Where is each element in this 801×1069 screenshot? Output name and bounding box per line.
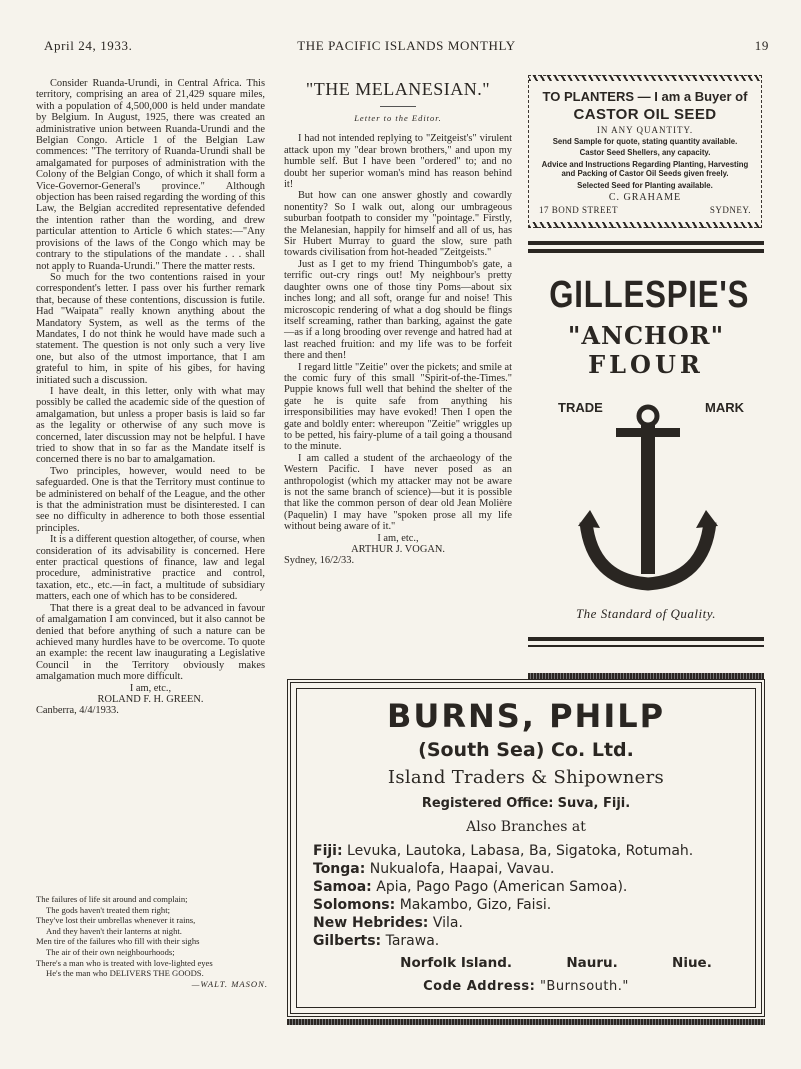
verse-line: They've lost their umbrellas whenever it rains, — [36, 915, 196, 926]
paragraph: So much for the two contentions raised in your correspondent's letter. I pass over his further remark that, because of these contentions, discussion is futile. Had "Waipata" really known anything about the Mandatory System, as well as the terms of the Mandates, I do not think he would have made such a statement. The question is not only such a very live one, but also of the utmost importance, that I am grateful to him, in spite of his gibes, for having initiated such a discussion. — [36, 271, 265, 386]
branch-places: Nukualofa, Haapai, Vavau. — [369, 861, 555, 877]
branch-solomons — [313, 897, 739, 913]
divider — [528, 241, 764, 245]
branch-new-hebrides — [313, 915, 739, 931]
branch-label: Samoa: — [313, 879, 372, 895]
article-melanesian — [284, 78, 512, 567]
paragraph: Consider Ruanda-Urundi, in Central Africa. This territory, comprising an area of 21,429 square miles, with a population of 4,500,000 is held under mandate by Belgium. In August, 1925, there was created an administrative union between Ruanda-Urundi and the Belgian Congo. Article 1 of the Belgian Law commences: "The territory of Ruanda-Urundi shall be amalgamated for purposes of administration with the Colony of the Belgian Congo, of which it shall form a Vice-Governor-General's province." Although objection has been raised regarding the wording of this Law, the Belgian accredited representative defended the intention rather than the wording, and drew particular attention to Article 6 which states:—"Any provisions of the laws of the Congo which may be contrary to the stipulations of the mandate . . . shall not apply to Ruanda-Urundi." There the matter rests. — [36, 78, 265, 272]
island: Niue. — [672, 955, 712, 971]
divider — [528, 637, 764, 641]
article-title: "THE MELANESIAN." — [305, 79, 491, 99]
verse-line: And they haven't their lanterns at night. — [46, 925, 182, 936]
branch-label: Solomons: — [313, 897, 396, 913]
divider — [528, 645, 764, 647]
branch-label: Tonga: — [313, 861, 366, 877]
verse-line: He's the man who DELIVERS THE GOODS. — [46, 968, 204, 979]
office-value: Suva, Fiji. — [557, 796, 631, 811]
signoff-author: ROLAND F. H. GREEN. — [97, 693, 204, 705]
company-name: BURNS, PHILP — [386, 697, 666, 735]
branch-places: Makambo, Gizo, Faisi. — [399, 897, 552, 913]
city: SYDNEY. — [709, 205, 751, 216]
island: Norfolk Island. — [400, 955, 513, 971]
ad-product-name: "ANCHOR" — [567, 321, 725, 350]
verse-credit: —WALT. MASON. — [191, 978, 268, 989]
border-decoration — [529, 75, 761, 81]
branch-fiji — [313, 843, 739, 859]
ad-product-type: FLOUR — [588, 350, 704, 379]
signoff-salutation: I am, etc., — [377, 532, 419, 544]
code-address — [313, 979, 739, 994]
branch-places: Vila. — [432, 915, 463, 931]
article-subhead: Letter to the Editor. — [354, 113, 442, 123]
branch-gilberts — [313, 933, 739, 949]
verse-line: There's a man who is treated with love-lighted eyes — [36, 957, 213, 968]
company-subtitle: (South Sea) Co. Ltd. — [418, 739, 634, 761]
street: 17 BOND STREET — [539, 205, 618, 216]
ad-line: Advice and Instructions Regarding Planting, Harvesting and Packing of Castor Oil Seeds given freely. — [541, 159, 749, 179]
mark-label: MARK — [705, 400, 744, 415]
paragraph: I am called a student of the archaeology of the Western Pacific. I have never posed as an anthropologist (which my attacker may not be aware is not the same branch of science)—but it is possible that like the common person of dear old Jean Molière (Paquelin) I may have "spoken prose all my life without being aware of it." — [284, 452, 512, 533]
paragraph: It is a different question altogether, of course, when consideration of its advisability is concerned. Here enter practical questions of finance, law and legal procedure, administrative practice and control, taxation, etc., etc.—in fact, a multitude of subsidiary matters, each one of which has to be considered. — [36, 534, 265, 603]
branch-tonga — [313, 861, 739, 877]
verse-line: The gods haven't treated them right; — [46, 904, 170, 915]
branch-other-islands — [313, 955, 739, 971]
verse-line: Men tire of the failures who fill with their sighs — [36, 936, 200, 947]
ad-brand: GILLESPIE'S — [549, 274, 750, 316]
running-head — [44, 38, 769, 58]
branch-samoa — [313, 879, 739, 895]
paragraph: I had not intended replying to "Zeitgeist's" virulent attack upon my "dear brown brothers," and upon my humble self. But I have been "ordered" to; and no doubt her superior woman's mind has reason behind it! — [284, 133, 512, 191]
ad-product: CASTOR OIL SEED — [573, 106, 717, 123]
company-trade: Island Traders & Shipowners — [387, 767, 665, 788]
branch-label: New Hebrides: — [313, 915, 429, 931]
castor-oil-advertisement — [528, 75, 762, 228]
paragraph: But how can one answer ghostly and cowardly nonentity? So I walk out, along our umbrageous suburban footpath to consider my "pointage." Firstly, the Melanesian, happily for himself and all of us, has Sir Hubert Murray to guard the slow, sure path towards civilisation from hot-headed "Zeitgeists." — [284, 190, 512, 259]
border-decoration — [529, 222, 761, 228]
island: Nauru. — [566, 955, 618, 971]
branch-label: Gilberts: — [313, 933, 382, 949]
publication-title: THE PACIFIC ISLANDS MONTHLY — [297, 38, 516, 53]
anchor-icon — [578, 402, 718, 602]
page-number: 19 — [754, 38, 769, 53]
paragraph: Just as I get to my friend Thingumbob's gate, a terrific out-cry rings out! My neighbour's pretty daughter owns one of those tiny Poms—about six inches long; and all soft, orange fur and noise! This microscopic rendering of what a dog should be flings itself screaming, rather than barking, against the gate—as if a long brooding over revenge and hatred had at last reached fruition: and my life was to be forfeit there and then! — [284, 258, 512, 362]
branch-places: Tarawa. — [385, 933, 440, 949]
place-date: Canberra, 4/4/1933. — [36, 705, 119, 717]
signoff-salutation: I am, etc., — [129, 682, 172, 694]
verse-line: The failures of life sit around and complain; — [36, 894, 188, 904]
paragraph: I regard little "Zeitie" over the pickets; and smile at the comic fury of this small "Spirit-of-the-Times." Puppie knows full well that behind the shelter of the gate he is quite safe from anything his irresponsibilities may have evoked! Then I open the gate and boldly enter: whereupon "Zeitie" wriggles up to be petted, his fairy-plume of a tail going a thousand to the minute. — [284, 361, 512, 453]
divider — [287, 1019, 765, 1025]
ad-line: Selected Seed for Planting available. — [577, 180, 713, 190]
paragraph: I have dealt, in this letter, only with what may possibly be called the academic side of the question of amalgamation, but unless a proper basis is laid so far as the legality or otherwise of any such move is concerned, later discussion may not be helpful. I have tried to show that in so far as the Mandate itself is concerned there is no bar to amalgamation. — [36, 385, 265, 466]
branch-places: Levuka, Lautoka, Labasa, Ba, Sigatoka, Rotumah. — [347, 843, 694, 859]
trade-label: TRADE — [558, 400, 603, 415]
verse-line: The air of their own neighbourhoods; — [46, 946, 175, 957]
gillespies-flour-advertisement — [528, 262, 764, 634]
advertiser-name: C. GRAHAME — [608, 192, 682, 204]
ad-line: Castor Seed Shellers, any capacity. — [579, 148, 711, 158]
office-label: Registered Office: — [421, 796, 554, 811]
ad-quantity: IN ANY QUANTITY. — [596, 125, 694, 135]
registered-office — [313, 796, 739, 811]
divider — [528, 249, 764, 253]
article-amalgamation-continued — [36, 78, 265, 717]
ad-slogan: The Standard of Quality. — [575, 606, 717, 621]
branch-places: Apia, Pago Pago (American Samoa). — [376, 879, 628, 895]
ad-headline: TO PLANTERS — I am a Buyer of — [542, 89, 748, 104]
ad-line: Send Sample for quote, stating quantity available. — [552, 137, 738, 146]
issue-date: April 24, 1933. — [44, 38, 133, 53]
code-label: Code Address: — [423, 979, 536, 994]
branches-heading: Also Branches at — [466, 819, 586, 835]
place-date: Sydney, 16/2/33. — [284, 555, 355, 567]
burns-philp-advertisement — [287, 679, 765, 1017]
divider — [380, 106, 416, 107]
paragraph: That there is a great deal to be advanced in favour of amalgamation I am convinced, but it also cannot be denied that before anything of such a nature can be achieved many hurdles have to be overcome. To quote an example: the recent law inaugurating a Legislative Council in the Territory obviously makes amalgamation much more difficult. — [36, 602, 265, 683]
branch-label: Fiji: — [313, 843, 343, 859]
advertiser-address — [539, 205, 751, 215]
code-value: "Burnsouth." — [539, 979, 629, 994]
verse-poem — [36, 894, 268, 989]
signoff-author: ARTHUR J. VOGAN. — [351, 544, 445, 556]
paragraph: Two principles, however, would need to be safeguarded. One is that the Territory must continue to be administered on behalf of the League, and the other is that the administration must be disinterested. I can see no difficulty in adherence to both those essential principles. — [36, 465, 265, 534]
